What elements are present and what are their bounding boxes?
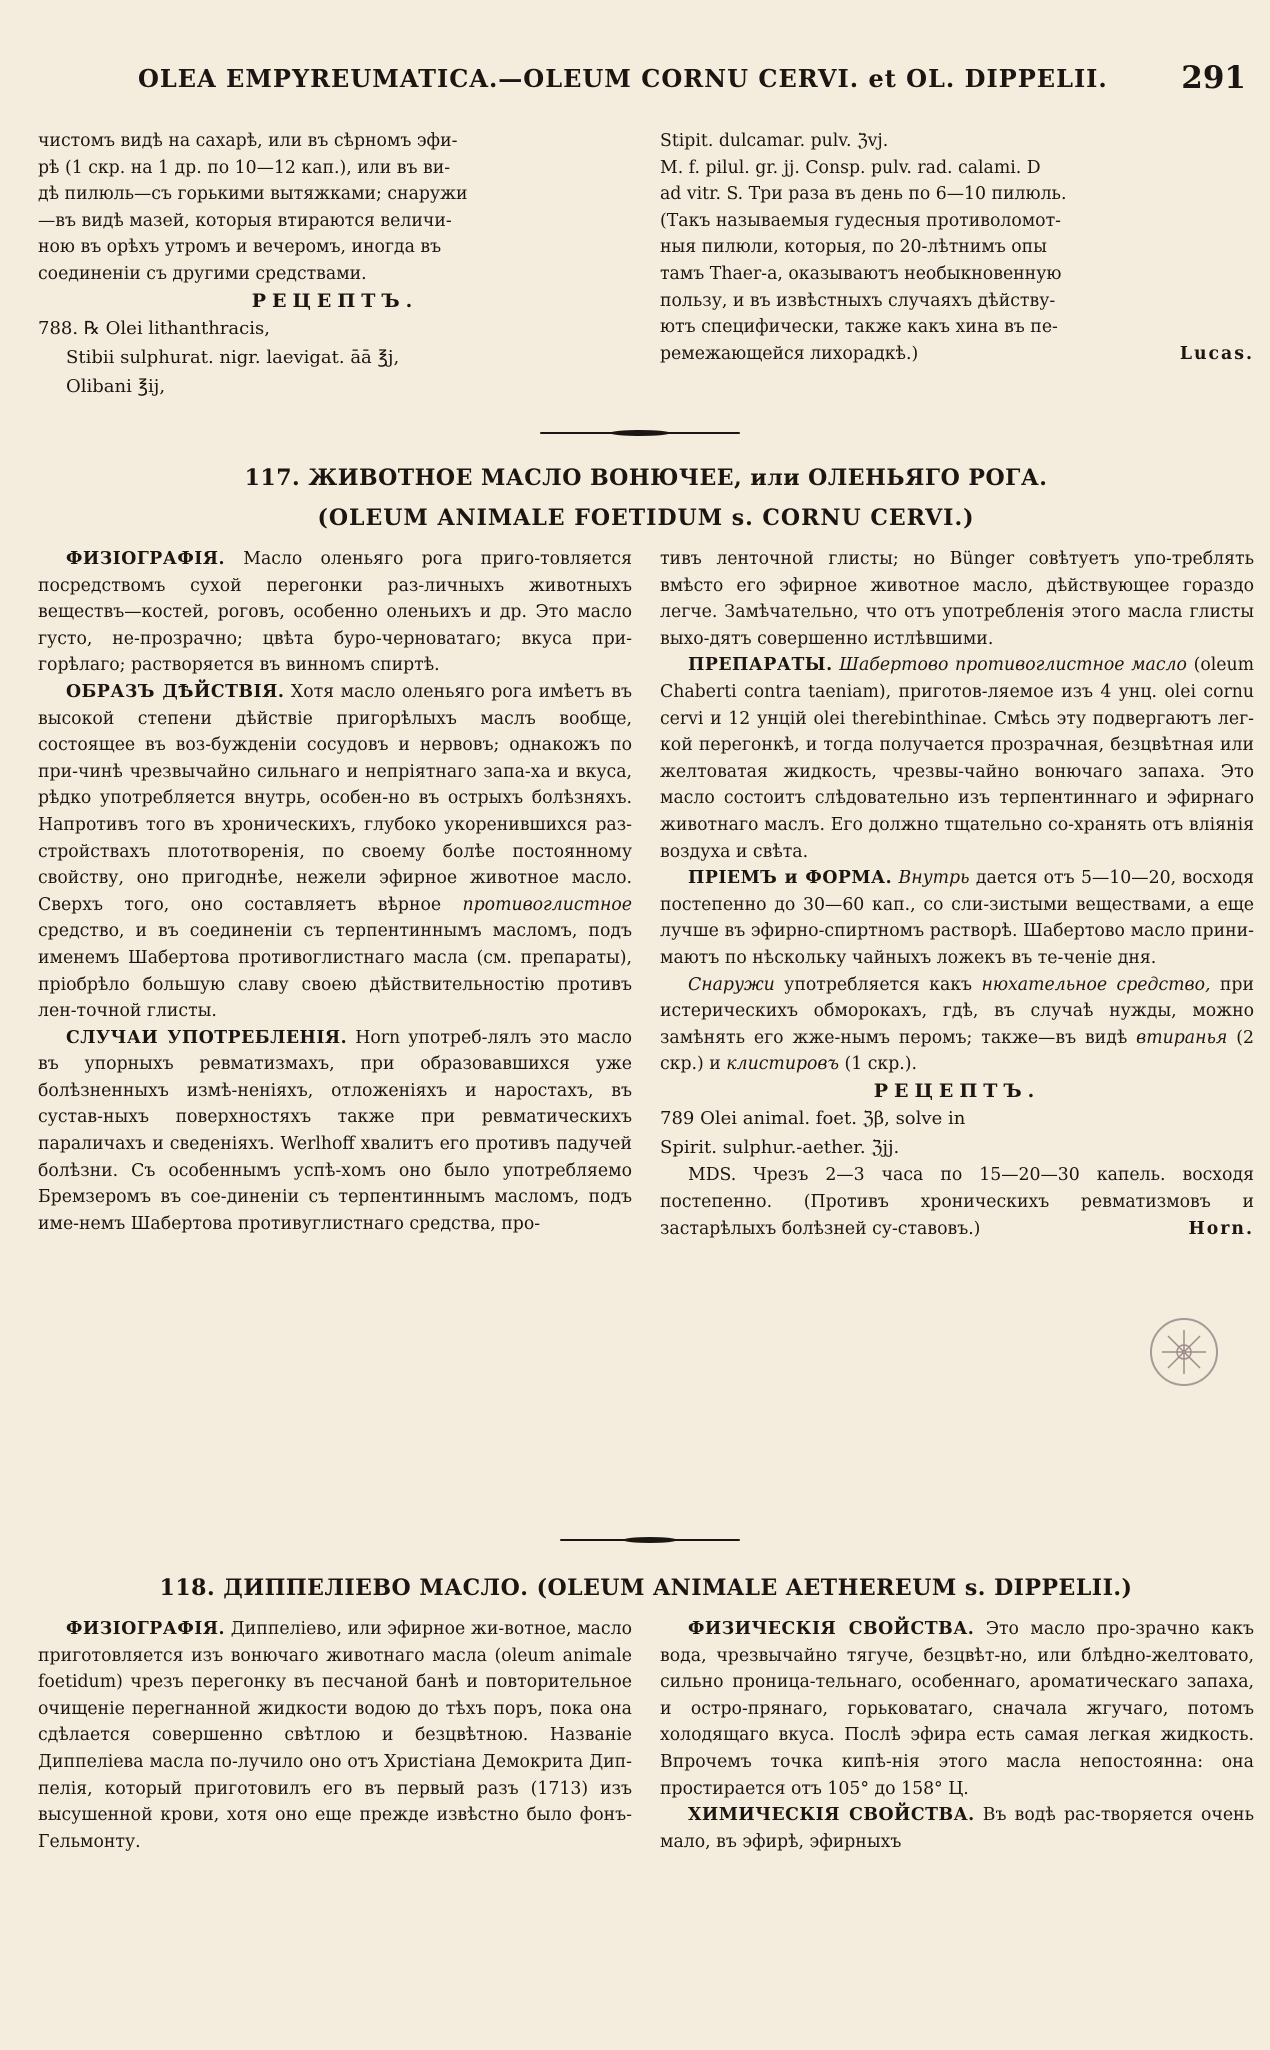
recipe-line: 788. ℞ Olei lithanthracis,	[38, 318, 270, 340]
stamp-mark-icon	[1152, 1320, 1216, 1384]
text-line: (Такъ называемыя гудесныя противоломот-	[660, 210, 1061, 231]
heading-chemical-properties: ХИМИЧЕСКIЯ СВОЙСТВА.	[688, 1805, 975, 1826]
text-line: ютъ специфически, также какъ хина въ пе-	[660, 317, 1058, 338]
section-118-right-column	[660, 1616, 1254, 1855]
text-line	[660, 341, 1254, 368]
library-stamp	[1150, 1318, 1218, 1386]
text-line: дѣ пилюль—съ горькими вытяжками; снаружи	[38, 184, 468, 205]
text-line: Stipit. dulcamar. pulv. ℨvj.	[660, 131, 889, 151]
paragraph-chemical-properties: Въ водѣ рас-творяется очень мало, въ эфирѣ, эфирныхъ	[660, 1805, 1254, 1852]
text-fragment: ремежающейся лихорадкѣ.)	[660, 343, 919, 364]
running-title: OLEA EMPYREUMATICA.—OLEUM CORNU CERVI. et OL. DIPPELII.	[138, 64, 1108, 93]
paragraph-dosage: дается отъ 5—10—20, восходя постепенно до 30—60 кап., со сли-зистыми веществами, а еще лучше въ эфирно-спиртномъ растворѣ. Шабертово масло прини-маютъ по нѣскольку чайныхъ ложекъ въ те-ченiе дня.	[660, 868, 1254, 968]
section-title: 117. ЖИВОТНОЕ МАСЛО ВОНЮЧЕЕ, или ОЛЕНЬЯГО РОГА.	[244, 465, 1048, 491]
text-fragment: (1 скр.).	[844, 1054, 918, 1075]
text-line: M. f. pilul. gr. jj. Consp. pulv. rad. calami. D	[660, 157, 1041, 178]
heading-physiography: ФИЗIОГРАФIЯ.	[66, 549, 226, 569]
section-117-left-column	[38, 546, 632, 1242]
heading-physical-properties: ФИЗИЧЕСКIЯ СВОЙСТВА.	[688, 1619, 975, 1639]
section-subtitle: (OLEUM ANIMALE FOETIDUM s. CORNU CERVI.)	[317, 505, 975, 531]
text-line: ною въ орѣхъ утромъ и вечеромъ, иногда въ	[38, 237, 442, 258]
section-117	[38, 458, 1254, 1242]
text-line: соединенiи съ другими средствами.	[38, 263, 367, 284]
emphasis-text: нюхательное средство,	[981, 974, 1211, 995]
author-name: Horn.	[1188, 1218, 1254, 1239]
emphasis-text: Снаружи	[688, 974, 775, 995]
recept-heading: РЕЦЕПТЪ.	[251, 289, 419, 312]
section-title: 118. ДИППЕЛIЕВО МАСЛО. (OLEUM ANIMALE AETHEREUM s. DIPPELII.)	[159, 1575, 1133, 1601]
heading-physiography: ФИЗIОГРАФIЯ.	[66, 1619, 226, 1639]
section-117-right-column	[660, 546, 1254, 1242]
heading-preparations: ПРЕПАРАТЫ.	[688, 655, 833, 676]
emphasis-text: клистировъ	[726, 1054, 839, 1075]
text-line: ad vitr. S. Три раза въ день по 6—10 пилюль.	[660, 184, 1067, 205]
paragraph-action-cont: средство, и въ соединенiи съ терпентиннымъ масломъ, подъ именемъ Шабертова противоглистнаго масла (см. препараты), прiобрѣло большую славу своею дѣйствительностiю противъ лен-точной глисты.	[38, 921, 632, 1022]
paragraph-preparations: (oleum Chaberti contra taeniam), приготов-ляемое изъ 4 унц. olei cornu cervi и 12 унцiй olei therebinthinae. Смѣсь эту подвергаютъ лег-кой перегонкѣ, и тогда получается прозрачная, безцвѣтная или желтоватая жидкость, чрезвы-чайно вонючаго запаха. Это масло состоитъ слѣдовательно изъ терпентиннаго и эфирнаго животнаго маслъ. Его должно тщательно со-хранять отъ влiянiя воздуха и свѣта.	[660, 655, 1254, 862]
text-fragment: употребляется какъ	[784, 974, 973, 995]
paragraph-physiography: Масло оленьяго рога приго-товляется посредствомъ сухой перегонки раз-личныхъ животныхъ веществъ—костей, роговъ, особенно оленьихъ и др. Это масло густо, не-прозрачно; цвѣта буро-черноватаго; вкуса при-горѣлаго; растворяется въ винномъ спиртѣ.	[38, 549, 632, 676]
top-left-column	[38, 128, 632, 401]
text-line: —въ видѣ мазей, которыя втираются величи-	[38, 210, 452, 231]
text-line: тамъ Thaer-а, оказываютъ необыкновенную	[660, 263, 1062, 284]
recipe-line: Stibii sulphurat. nigr. laevigat. āā ℥j,	[66, 347, 400, 369]
heading-dosage-form: ПРIЕМЪ и ФОРМА.	[688, 868, 893, 889]
running-header	[138, 60, 1246, 100]
section-118-left-column	[38, 1616, 632, 1855]
emphasis-text: втиранья	[1136, 1027, 1228, 1048]
recipe-line: Olibani ℥ij,	[66, 376, 166, 398]
section-divider	[540, 428, 740, 438]
emphasis-text: Шабертово противоглистное масло	[839, 655, 1187, 676]
paragraph-continuation: тивъ ленточной глисты; но Bünger совѣтуетъ упо-треблять вмѣсто его эфирное животное масло, дѣйствующее гораздо легче. Замѣчательно, что отъ употребленiя этого масла глисты выхо-дятъ совершенно истлѣвшими.	[660, 549, 1254, 649]
emphasis-text: Внутрь	[898, 868, 970, 889]
recipe-directions: MDS. Чрезъ 2—3 часа по 15—20—30 капель. восходя постепенно. (Противъ хроническихъ ревматизмовъ и застарѣлыхъ болѣзней су-ставовъ.)	[660, 1165, 1254, 1239]
top-continuation	[38, 128, 1254, 401]
top-right-column	[660, 128, 1254, 401]
text-line: пользу, и въ извѣстныхъ случаяхъ дѣйству-	[660, 290, 1056, 311]
heading-use-cases: СЛУЧАИ УПОТРЕБЛЕНIЯ.	[66, 1027, 348, 1048]
text-line: чистомъ видѣ на сахарѣ, или въ сѣрномъ эфи-	[38, 131, 458, 151]
text-line: рѣ (1 скр. на 1 др. по 10—12 кап.), или въ ви-	[38, 157, 451, 178]
recept-heading: РЕЦЕПТЪ.	[873, 1079, 1041, 1102]
paragraph-physiography: Диппелiево, или эфирное жи-вотное, масло приготовляется изъ вонючаго животнаго масла (oleum animale foetidum) чрезъ перегонку въ песчаной банѣ и повторительное очищенiе перегнанной жидкости водою до тѣхъ поръ, пока она сдѣлается совершенно свѣтлою и безцвѣтною. Названiе Диппелiева масла по-лучило оно отъ Христiана Демокрита Дип-пелiя, который приготовилъ его въ первый разъ (1713) изъ высушенной крови, хотя оно еще прежде извѣстно было фонъ-Гельмонту.	[38, 1619, 632, 1852]
recipe-line: 789 Olei animal. foet. ℨβ, solve in	[660, 1108, 966, 1130]
heading-action: ОБРАЗЪ ДѢЙСТВIЯ.	[66, 681, 285, 702]
recipe-789	[660, 1104, 1254, 1162]
text-line: ныя пилюли, которыя, по 20-лѣтнимъ опы	[660, 237, 1047, 258]
text-fragment: (2 скр.) и	[660, 1027, 1254, 1075]
emphasis-text: противоглистное	[462, 894, 632, 915]
page-number: 291	[1181, 60, 1246, 96]
paragraph-action: Хотя масло оленьяго рога имѣетъ въ высокой степени дѣйствiе пригорѣлыхъ маслъ вообще, состоящее въ воз-бужденiи сосудовъ и нервовъ; однакожъ по при-чинѣ чрезвычайно сильнаго и непрiятнаго запа-ха и вкуса, рѣдко употребляется внутрь, особен-но въ острыхъ болѣзняхъ. Напротивъ того въ хроническихъ, глубоко укоренившихся раз-стройствахъ плототворенiя, по своему болѣе постоянному свойству, оно пригоднѣе, нежели эфирное животное масло. Сверхъ того, оно составляетъ вѣрное	[38, 681, 632, 915]
paragraph-physical-properties: Это масло про-зрачно какъ вода, чрезвычайно тягуче, безцвѣт-но, или блѣдно-желтовато, сильно проница-тельнаго, особеннаго, ароматическаго запаха, и остро-прянаго, горьковатаго, сначала жгучаго, потомъ холодящаго вкуса. Послѣ эфира есть самая легкая жидкость. Впрочемъ точка кипѣ-нiя этого масла непостоянна: она простирается отъ 105° до 158° Ц.	[660, 1619, 1254, 1799]
recipe-788	[38, 314, 632, 401]
author-name: Lucas.	[1179, 343, 1254, 364]
section-divider	[560, 1535, 740, 1545]
section-118	[38, 1568, 1254, 1855]
paragraph-use-cases: Horn употреб-лялъ это масло въ упорныхъ ревматизмахъ, при образовавшихся уже болѣзненныхъ измѣ-ненiяхъ, отложенiяхъ и наростахъ, въ сустав-ныхъ поверхностяхъ также при ревматическихъ параличахъ и сведенiяхъ. Werlhoff хвалитъ его противъ падучей болѣзни. Съ особеннымъ успѣ-хомъ оно было употребляемо Бремзеромъ въ сое-диненiи съ терпентиннымъ масломъ, подъ име-немъ Шабертова противуглистнаго средства, про-	[38, 1027, 632, 1234]
recipe-line: Spirit. sulphur.-aether. ℨjj.	[660, 1137, 900, 1159]
text-fragment: при истерическихъ обморокахъ, гдѣ, въ случаѣ нужды, можно замѣнять его жже-нымъ перомъ; также—въ видѣ	[660, 974, 1254, 1048]
